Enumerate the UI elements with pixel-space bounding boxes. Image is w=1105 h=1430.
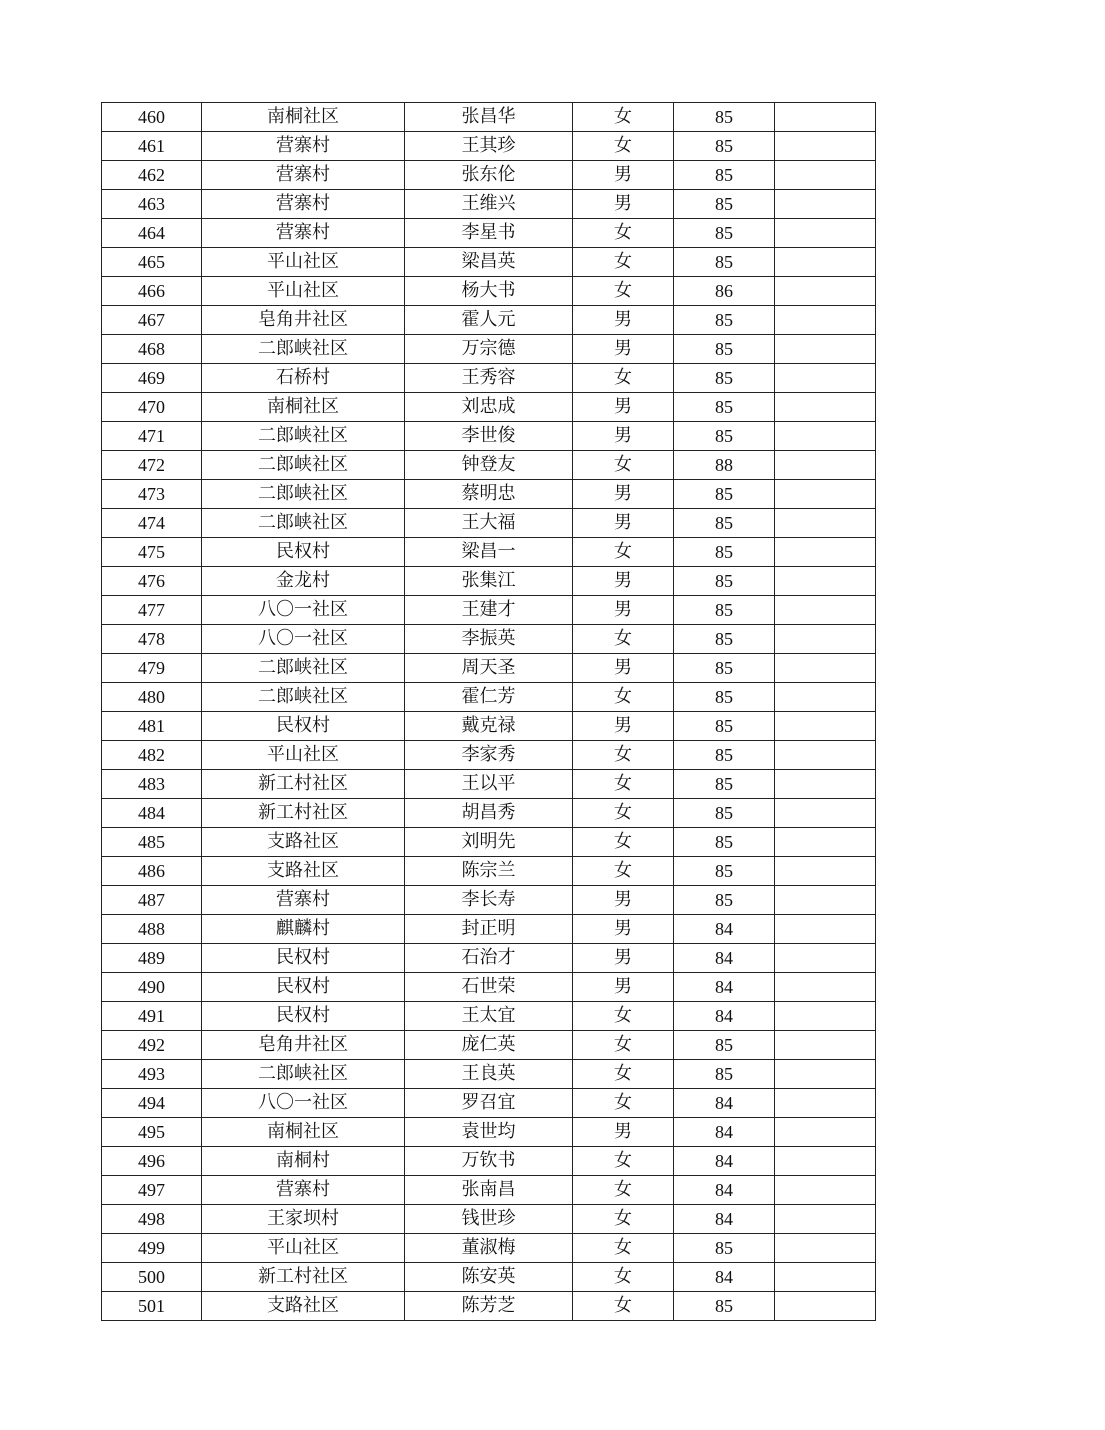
row-number-cell: 486 bbox=[102, 857, 202, 886]
remark-cell bbox=[775, 219, 876, 248]
person-name-cell: 刘忠成 bbox=[405, 393, 573, 422]
gender-cell: 女 bbox=[573, 1002, 674, 1031]
remark-cell bbox=[775, 509, 876, 538]
row-number-cell: 479 bbox=[102, 654, 202, 683]
remark-cell bbox=[775, 161, 876, 190]
row-number-cell: 472 bbox=[102, 451, 202, 480]
remark-cell bbox=[775, 712, 876, 741]
community-cell: 平山社区 bbox=[202, 741, 405, 770]
person-name-cell: 梁昌一 bbox=[405, 538, 573, 567]
age-cell: 85 bbox=[674, 886, 775, 915]
row-number-cell: 496 bbox=[102, 1147, 202, 1176]
table-row bbox=[102, 625, 876, 654]
row-number-cell: 478 bbox=[102, 625, 202, 654]
table-row bbox=[102, 451, 876, 480]
age-cell: 85 bbox=[674, 1234, 775, 1263]
gender-cell: 女 bbox=[573, 277, 674, 306]
gender-cell: 女 bbox=[573, 1263, 674, 1292]
table-row bbox=[102, 770, 876, 799]
person-name-cell: 张南昌 bbox=[405, 1176, 573, 1205]
community-cell: 营寨村 bbox=[202, 886, 405, 915]
gender-cell: 女 bbox=[573, 1147, 674, 1176]
community-cell: 新工村社区 bbox=[202, 770, 405, 799]
person-name-cell: 封正明 bbox=[405, 915, 573, 944]
age-cell: 84 bbox=[674, 1118, 775, 1147]
person-name-cell: 钱世珍 bbox=[405, 1205, 573, 1234]
age-cell: 85 bbox=[674, 219, 775, 248]
gender-cell: 女 bbox=[573, 1205, 674, 1234]
age-cell: 84 bbox=[674, 1176, 775, 1205]
remark-cell bbox=[775, 973, 876, 1002]
community-cell: 南桐社区 bbox=[202, 393, 405, 422]
age-cell: 85 bbox=[674, 654, 775, 683]
person-name-cell: 王秀容 bbox=[405, 364, 573, 393]
age-cell: 85 bbox=[674, 393, 775, 422]
remark-cell bbox=[775, 1263, 876, 1292]
person-name-cell: 王建才 bbox=[405, 596, 573, 625]
row-number-cell: 471 bbox=[102, 422, 202, 451]
row-number-cell: 487 bbox=[102, 886, 202, 915]
remark-cell bbox=[775, 625, 876, 654]
person-name-cell: 王大福 bbox=[405, 509, 573, 538]
row-number-cell: 466 bbox=[102, 277, 202, 306]
row-number-cell: 473 bbox=[102, 480, 202, 509]
row-number-cell: 476 bbox=[102, 567, 202, 596]
gender-cell: 男 bbox=[573, 393, 674, 422]
gender-cell: 女 bbox=[573, 799, 674, 828]
age-cell: 85 bbox=[674, 799, 775, 828]
community-cell: 二郎峡社区 bbox=[202, 509, 405, 538]
gender-cell: 男 bbox=[573, 1118, 674, 1147]
remark-cell bbox=[775, 1292, 876, 1321]
age-cell: 85 bbox=[674, 712, 775, 741]
community-cell: 南桐村 bbox=[202, 1147, 405, 1176]
gender-cell: 男 bbox=[573, 480, 674, 509]
age-cell: 85 bbox=[674, 770, 775, 799]
table-row bbox=[102, 248, 876, 277]
row-number-cell: 474 bbox=[102, 509, 202, 538]
table-row bbox=[102, 1147, 876, 1176]
community-cell: 二郎峡社区 bbox=[202, 1060, 405, 1089]
remark-cell bbox=[775, 654, 876, 683]
remark-cell bbox=[775, 828, 876, 857]
age-cell: 85 bbox=[674, 132, 775, 161]
gender-cell: 女 bbox=[573, 538, 674, 567]
row-number-cell: 477 bbox=[102, 596, 202, 625]
remark-cell bbox=[775, 596, 876, 625]
gender-cell: 女 bbox=[573, 625, 674, 654]
person-name-cell: 陈安英 bbox=[405, 1263, 573, 1292]
age-cell: 85 bbox=[674, 857, 775, 886]
table-row bbox=[102, 306, 876, 335]
person-name-cell: 庞仁英 bbox=[405, 1031, 573, 1060]
row-number-cell: 497 bbox=[102, 1176, 202, 1205]
table-row bbox=[102, 190, 876, 219]
age-cell: 85 bbox=[674, 1031, 775, 1060]
person-name-cell: 李长寿 bbox=[405, 886, 573, 915]
row-number-cell: 480 bbox=[102, 683, 202, 712]
gender-cell: 男 bbox=[573, 915, 674, 944]
community-cell: 营寨村 bbox=[202, 161, 405, 190]
gender-cell: 女 bbox=[573, 857, 674, 886]
gender-cell: 男 bbox=[573, 712, 674, 741]
table-row bbox=[102, 857, 876, 886]
gender-cell: 女 bbox=[573, 1234, 674, 1263]
age-cell: 85 bbox=[674, 741, 775, 770]
community-cell: 八〇一社区 bbox=[202, 596, 405, 625]
person-name-cell: 杨大书 bbox=[405, 277, 573, 306]
roster-table-body bbox=[102, 103, 876, 1321]
person-name-cell: 霍仁芳 bbox=[405, 683, 573, 712]
community-cell: 王家坝村 bbox=[202, 1205, 405, 1234]
gender-cell: 男 bbox=[573, 422, 674, 451]
table-row bbox=[102, 1205, 876, 1234]
remark-cell bbox=[775, 567, 876, 596]
gender-cell: 女 bbox=[573, 103, 674, 132]
person-name-cell: 石治才 bbox=[405, 944, 573, 973]
remark-cell bbox=[775, 1089, 876, 1118]
table-row bbox=[102, 1234, 876, 1263]
table-row bbox=[102, 509, 876, 538]
gender-cell: 男 bbox=[573, 190, 674, 219]
gender-cell: 男 bbox=[573, 306, 674, 335]
table-row bbox=[102, 567, 876, 596]
age-cell: 84 bbox=[674, 944, 775, 973]
gender-cell: 男 bbox=[573, 654, 674, 683]
row-number-cell: 467 bbox=[102, 306, 202, 335]
remark-cell bbox=[775, 915, 876, 944]
age-cell: 84 bbox=[674, 973, 775, 1002]
table-row bbox=[102, 422, 876, 451]
remark-cell bbox=[775, 480, 876, 509]
row-number-cell: 470 bbox=[102, 393, 202, 422]
remark-cell bbox=[775, 770, 876, 799]
remark-cell bbox=[775, 132, 876, 161]
gender-cell: 女 bbox=[573, 1089, 674, 1118]
table-row bbox=[102, 1060, 876, 1089]
row-number-cell: 469 bbox=[102, 364, 202, 393]
table-row bbox=[102, 944, 876, 973]
row-number-cell: 483 bbox=[102, 770, 202, 799]
person-name-cell: 张东伦 bbox=[405, 161, 573, 190]
community-cell: 营寨村 bbox=[202, 219, 405, 248]
age-cell: 85 bbox=[674, 1060, 775, 1089]
table-row bbox=[102, 161, 876, 190]
gender-cell: 男 bbox=[573, 335, 674, 364]
gender-cell: 女 bbox=[573, 248, 674, 277]
person-name-cell: 周天圣 bbox=[405, 654, 573, 683]
person-name-cell: 陈宗兰 bbox=[405, 857, 573, 886]
row-number-cell: 460 bbox=[102, 103, 202, 132]
age-cell: 84 bbox=[674, 1089, 775, 1118]
community-cell: 新工村社区 bbox=[202, 799, 405, 828]
row-number-cell: 484 bbox=[102, 799, 202, 828]
person-name-cell: 胡昌秀 bbox=[405, 799, 573, 828]
person-name-cell: 万宗德 bbox=[405, 335, 573, 364]
community-cell: 金龙村 bbox=[202, 567, 405, 596]
table-row bbox=[102, 915, 876, 944]
remark-cell bbox=[775, 190, 876, 219]
table-row bbox=[102, 1089, 876, 1118]
person-name-cell: 万钦书 bbox=[405, 1147, 573, 1176]
community-cell: 二郎峡社区 bbox=[202, 480, 405, 509]
table-row bbox=[102, 1176, 876, 1205]
age-cell: 84 bbox=[674, 1205, 775, 1234]
age-cell: 85 bbox=[674, 538, 775, 567]
table-row bbox=[102, 219, 876, 248]
remark-cell bbox=[775, 1031, 876, 1060]
remark-cell bbox=[775, 306, 876, 335]
person-name-cell: 王维兴 bbox=[405, 190, 573, 219]
row-number-cell: 468 bbox=[102, 335, 202, 364]
person-name-cell: 董淑梅 bbox=[405, 1234, 573, 1263]
gender-cell: 男 bbox=[573, 509, 674, 538]
person-name-cell: 霍人元 bbox=[405, 306, 573, 335]
community-cell: 皂角井社区 bbox=[202, 1031, 405, 1060]
person-name-cell: 袁世均 bbox=[405, 1118, 573, 1147]
person-name-cell: 刘明先 bbox=[405, 828, 573, 857]
gender-cell: 女 bbox=[573, 1176, 674, 1205]
gender-cell: 男 bbox=[573, 596, 674, 625]
table-row bbox=[102, 132, 876, 161]
table-row bbox=[102, 1031, 876, 1060]
community-cell: 南桐社区 bbox=[202, 1118, 405, 1147]
community-cell: 民权村 bbox=[202, 973, 405, 1002]
person-name-cell: 罗召宜 bbox=[405, 1089, 573, 1118]
age-cell: 85 bbox=[674, 364, 775, 393]
community-cell: 营寨村 bbox=[202, 132, 405, 161]
age-cell: 85 bbox=[674, 306, 775, 335]
age-cell: 86 bbox=[674, 277, 775, 306]
community-cell: 新工村社区 bbox=[202, 1263, 405, 1292]
community-cell: 民权村 bbox=[202, 712, 405, 741]
community-cell: 支路社区 bbox=[202, 1292, 405, 1321]
person-name-cell: 梁昌英 bbox=[405, 248, 573, 277]
gender-cell: 女 bbox=[573, 1060, 674, 1089]
person-name-cell: 王太宜 bbox=[405, 1002, 573, 1031]
age-cell: 85 bbox=[674, 103, 775, 132]
person-name-cell: 王以平 bbox=[405, 770, 573, 799]
row-number-cell: 464 bbox=[102, 219, 202, 248]
row-number-cell: 498 bbox=[102, 1205, 202, 1234]
community-cell: 营寨村 bbox=[202, 1176, 405, 1205]
community-cell: 二郎峡社区 bbox=[202, 335, 405, 364]
community-cell: 平山社区 bbox=[202, 248, 405, 277]
remark-cell bbox=[775, 103, 876, 132]
remark-cell bbox=[775, 741, 876, 770]
table-row bbox=[102, 741, 876, 770]
gender-cell: 女 bbox=[573, 451, 674, 480]
community-cell: 二郎峡社区 bbox=[202, 422, 405, 451]
age-cell: 85 bbox=[674, 567, 775, 596]
remark-cell bbox=[775, 799, 876, 828]
gender-cell: 女 bbox=[573, 132, 674, 161]
table-row bbox=[102, 683, 876, 712]
gender-cell: 女 bbox=[573, 770, 674, 799]
person-name-cell: 陈芳芝 bbox=[405, 1292, 573, 1321]
table-row bbox=[102, 712, 876, 741]
person-name-cell: 王其珍 bbox=[405, 132, 573, 161]
table-row bbox=[102, 538, 876, 567]
remark-cell bbox=[775, 1176, 876, 1205]
remark-cell bbox=[775, 277, 876, 306]
gender-cell: 女 bbox=[573, 741, 674, 770]
gender-cell: 女 bbox=[573, 219, 674, 248]
age-cell: 85 bbox=[674, 480, 775, 509]
remark-cell bbox=[775, 248, 876, 277]
community-cell: 石桥村 bbox=[202, 364, 405, 393]
age-cell: 85 bbox=[674, 422, 775, 451]
community-cell: 二郎峡社区 bbox=[202, 451, 405, 480]
remark-cell bbox=[775, 1060, 876, 1089]
community-cell: 南桐社区 bbox=[202, 103, 405, 132]
remark-cell bbox=[775, 451, 876, 480]
community-cell: 八〇一社区 bbox=[202, 625, 405, 654]
community-cell: 平山社区 bbox=[202, 1234, 405, 1263]
age-cell: 85 bbox=[674, 683, 775, 712]
table-row bbox=[102, 1292, 876, 1321]
gender-cell: 男 bbox=[573, 944, 674, 973]
row-number-cell: 495 bbox=[102, 1118, 202, 1147]
row-number-cell: 463 bbox=[102, 190, 202, 219]
row-number-cell: 489 bbox=[102, 944, 202, 973]
row-number-cell: 494 bbox=[102, 1089, 202, 1118]
age-cell: 88 bbox=[674, 451, 775, 480]
community-cell: 二郎峡社区 bbox=[202, 654, 405, 683]
row-number-cell: 501 bbox=[102, 1292, 202, 1321]
row-number-cell: 462 bbox=[102, 161, 202, 190]
gender-cell: 女 bbox=[573, 828, 674, 857]
age-cell: 85 bbox=[674, 596, 775, 625]
row-number-cell: 482 bbox=[102, 741, 202, 770]
community-cell: 二郎峡社区 bbox=[202, 683, 405, 712]
gender-cell: 男 bbox=[573, 973, 674, 1002]
community-cell: 平山社区 bbox=[202, 277, 405, 306]
table-row bbox=[102, 1263, 876, 1292]
row-number-cell: 499 bbox=[102, 1234, 202, 1263]
row-number-cell: 475 bbox=[102, 538, 202, 567]
age-cell: 85 bbox=[674, 161, 775, 190]
remark-cell bbox=[775, 886, 876, 915]
age-cell: 84 bbox=[674, 915, 775, 944]
community-cell: 民权村 bbox=[202, 1002, 405, 1031]
person-name-cell: 戴克禄 bbox=[405, 712, 573, 741]
remark-cell bbox=[775, 1147, 876, 1176]
community-cell: 麒麟村 bbox=[202, 915, 405, 944]
person-name-cell: 蔡明忠 bbox=[405, 480, 573, 509]
table-row bbox=[102, 828, 876, 857]
person-name-cell: 钟登友 bbox=[405, 451, 573, 480]
age-cell: 85 bbox=[674, 828, 775, 857]
table-row bbox=[102, 799, 876, 828]
table-row bbox=[102, 277, 876, 306]
table-row bbox=[102, 654, 876, 683]
age-cell: 85 bbox=[674, 335, 775, 364]
table-row bbox=[102, 335, 876, 364]
remark-cell bbox=[775, 944, 876, 973]
remark-cell bbox=[775, 683, 876, 712]
remark-cell bbox=[775, 857, 876, 886]
table-row bbox=[102, 886, 876, 915]
community-cell: 支路社区 bbox=[202, 828, 405, 857]
community-cell: 民权村 bbox=[202, 944, 405, 973]
remark-cell bbox=[775, 335, 876, 364]
row-number-cell: 465 bbox=[102, 248, 202, 277]
remark-cell bbox=[775, 1118, 876, 1147]
table-row bbox=[102, 596, 876, 625]
age-cell: 84 bbox=[674, 1147, 775, 1176]
age-cell: 84 bbox=[674, 1263, 775, 1292]
community-cell: 支路社区 bbox=[202, 857, 405, 886]
age-cell: 85 bbox=[674, 1292, 775, 1321]
row-number-cell: 485 bbox=[102, 828, 202, 857]
table-row bbox=[102, 973, 876, 1002]
row-number-cell: 500 bbox=[102, 1263, 202, 1292]
person-name-cell: 李世俊 bbox=[405, 422, 573, 451]
age-cell: 85 bbox=[674, 248, 775, 277]
person-name-cell: 石世荣 bbox=[405, 973, 573, 1002]
gender-cell: 男 bbox=[573, 886, 674, 915]
person-name-cell: 李家秀 bbox=[405, 741, 573, 770]
community-cell: 八〇一社区 bbox=[202, 1089, 405, 1118]
community-cell: 皂角井社区 bbox=[202, 306, 405, 335]
roster-table bbox=[101, 102, 876, 1321]
community-cell: 民权村 bbox=[202, 538, 405, 567]
remark-cell bbox=[775, 1234, 876, 1263]
table-row bbox=[102, 1002, 876, 1031]
remark-cell bbox=[775, 1002, 876, 1031]
person-name-cell: 张集江 bbox=[405, 567, 573, 596]
table-row bbox=[102, 1118, 876, 1147]
person-name-cell: 李星书 bbox=[405, 219, 573, 248]
row-number-cell: 490 bbox=[102, 973, 202, 1002]
gender-cell: 女 bbox=[573, 1292, 674, 1321]
table-row bbox=[102, 393, 876, 422]
gender-cell: 女 bbox=[573, 1031, 674, 1060]
gender-cell: 女 bbox=[573, 364, 674, 393]
row-number-cell: 492 bbox=[102, 1031, 202, 1060]
gender-cell: 男 bbox=[573, 567, 674, 596]
row-number-cell: 481 bbox=[102, 712, 202, 741]
row-number-cell: 491 bbox=[102, 1002, 202, 1031]
row-number-cell: 488 bbox=[102, 915, 202, 944]
row-number-cell: 493 bbox=[102, 1060, 202, 1089]
age-cell: 84 bbox=[674, 1002, 775, 1031]
community-cell: 营寨村 bbox=[202, 190, 405, 219]
age-cell: 85 bbox=[674, 509, 775, 538]
age-cell: 85 bbox=[674, 190, 775, 219]
remark-cell bbox=[775, 538, 876, 567]
person-name-cell: 王良英 bbox=[405, 1060, 573, 1089]
age-cell: 85 bbox=[674, 625, 775, 654]
remark-cell bbox=[775, 364, 876, 393]
remark-cell bbox=[775, 422, 876, 451]
remark-cell bbox=[775, 1205, 876, 1234]
table-row bbox=[102, 364, 876, 393]
row-number-cell: 461 bbox=[102, 132, 202, 161]
person-name-cell: 张昌华 bbox=[405, 103, 573, 132]
gender-cell: 男 bbox=[573, 161, 674, 190]
gender-cell: 女 bbox=[573, 683, 674, 712]
table-row bbox=[102, 480, 876, 509]
person-name-cell: 李振英 bbox=[405, 625, 573, 654]
table-row bbox=[102, 103, 876, 132]
remark-cell bbox=[775, 393, 876, 422]
